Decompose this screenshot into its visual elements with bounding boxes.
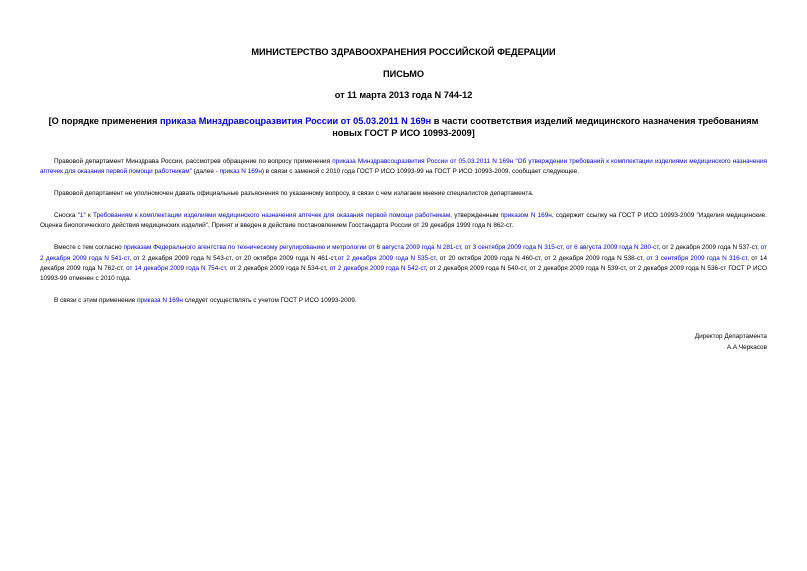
paragraph-2: [40, 189, 767, 199]
document-link[interactable]: от 6 августа 2009 года N 280-ст: [565, 244, 659, 252]
text-run: , от 20 октября 2009 года N 460-ст, от 2 декабря 2009 года N 538-ст,: [435, 254, 647, 262]
document-link[interactable]: от 3 сентября 2009 года N 315-ст: [464, 244, 563, 252]
text-run: , утвержденным: [450, 211, 501, 219]
text-run: " к: [83, 211, 94, 219]
paragraph-4: [40, 243, 767, 284]
text-run: , от 2 декабря 2009 года N 540-ст, от 2 декабря 2009 года N 539-ст, от 2 декабря 2009 года N 536-ст ГОСТ Р ИСО 10993-99 отменен с 2010 года.: [40, 265, 768, 283]
signature-position: Директор Департамента: [694, 333, 767, 340]
text-run: ,: [460, 244, 465, 252]
ministry-heading: МИНИСТЕРСТВО ЗДРАВООХРАНЕНИЯ РОССИЙСКОЙ ФЕДЕРАЦИИ: [251, 47, 556, 57]
text-run: , от 2 декабря 2009 года N 537-ст,: [658, 244, 761, 252]
document-link[interactable]: приказом N 169н: [500, 211, 552, 219]
document-link[interactable]: приказа Минздравсоцразвития России от 05.03.2011 N 169н "Об утверждении требований к комплектации изделиями медицинского назначения аптечек для оказания первой помощи работникам": [40, 158, 767, 176]
document-type: ПИСЬМО: [382, 69, 425, 79]
text-run: Сноска ": [54, 211, 80, 219]
document-link[interactable]: от 2 декабря 2009 года N 541-ст: [40, 244, 768, 262]
text-run: Вместе с тем согласно: [54, 244, 124, 252]
text-run: в части соответствия изделий медицинского назначения требованиям новых ГОСТ Р ИСО 10993-2009]: [332, 116, 759, 138]
paragraph-3: [40, 211, 767, 232]
text-run: ) в связи с заменой с 2010 года ГОСТ Р ИСО 10993-99 на ГОСТ Р ИСО 10993-2009, сообщает следующее.: [261, 168, 580, 176]
document-link[interactable]: приказ N 169н: [219, 168, 262, 176]
text-run: , от 14 декабря 2009 года N 762-ст,: [40, 254, 767, 273]
text-run: [О порядке применения: [48, 116, 160, 126]
document-link[interactable]: приказам Федерального агентства по техническому регулированию и метрологии от 6 августа 2009 года N 281-ст: [123, 244, 461, 252]
text-run: следует осуществлять с учетом ГОСТ Р ИСО 10993-2009.: [182, 296, 357, 304]
document-link[interactable]: от 14 декабря 2009 года N 754-ст: [126, 265, 226, 273]
text-run: Правовой департамент не уполномочен давать официальные разъяснения по указанному вопросу, в связи с чем излагаем мнение специалистов департамента.: [54, 189, 534, 197]
document-link[interactable]: приказа Минздравсоцразвития России от 05.03.2011 N 169н: [159, 116, 432, 126]
signature-block: [695, 332, 767, 353]
paragraph-5: [40, 296, 767, 306]
document-link[interactable]: от 3 сентября 2009 года N 316-ст: [646, 254, 748, 262]
signature-name: А.А.Черкасов: [726, 343, 767, 351]
text-run: , от 2 декабря 2009 года N 543-ст, от 20 октября 2009 года N 461-ст,: [129, 254, 338, 262]
text-run: Правовой департамент Минздрава России, рассмотрев обращение по вопросу применения: [54, 158, 333, 165]
document-link[interactable]: от 2 декабря 2009 года N 535-ст: [337, 254, 436, 262]
document-title: [40, 116, 767, 139]
document-link[interactable]: приказа N 169н: [137, 296, 183, 304]
document-link[interactable]: от 2 декабря 2009 года N 542-ст: [329, 265, 426, 273]
text-run: ,: [562, 244, 566, 252]
document-link[interactable]: 1: [79, 211, 84, 219]
document-date: от 11 марта 2013 года N 744-12: [334, 90, 473, 100]
document-link[interactable]: Требованиям к комплектации изделиями медицинского назначения аптечек для оказания первой помощи работникам: [93, 211, 451, 219]
text-run: (далее -: [191, 168, 220, 176]
paragraph-1: [40, 157, 767, 178]
text-run: , от 2 декабря 2009 года N 534-ст,: [225, 265, 330, 273]
text-run: , содержит ссылку на ГОСТ Р ИСО 10993-2009 "Изделия медицинские. Оценка биологического действия медицинских изделий", Принят и введен в действие постановлением Госстандарта России от 29 декабря 1999 года N 862-ст.: [40, 211, 767, 230]
text-run: В связи с этим применение: [54, 296, 138, 304]
